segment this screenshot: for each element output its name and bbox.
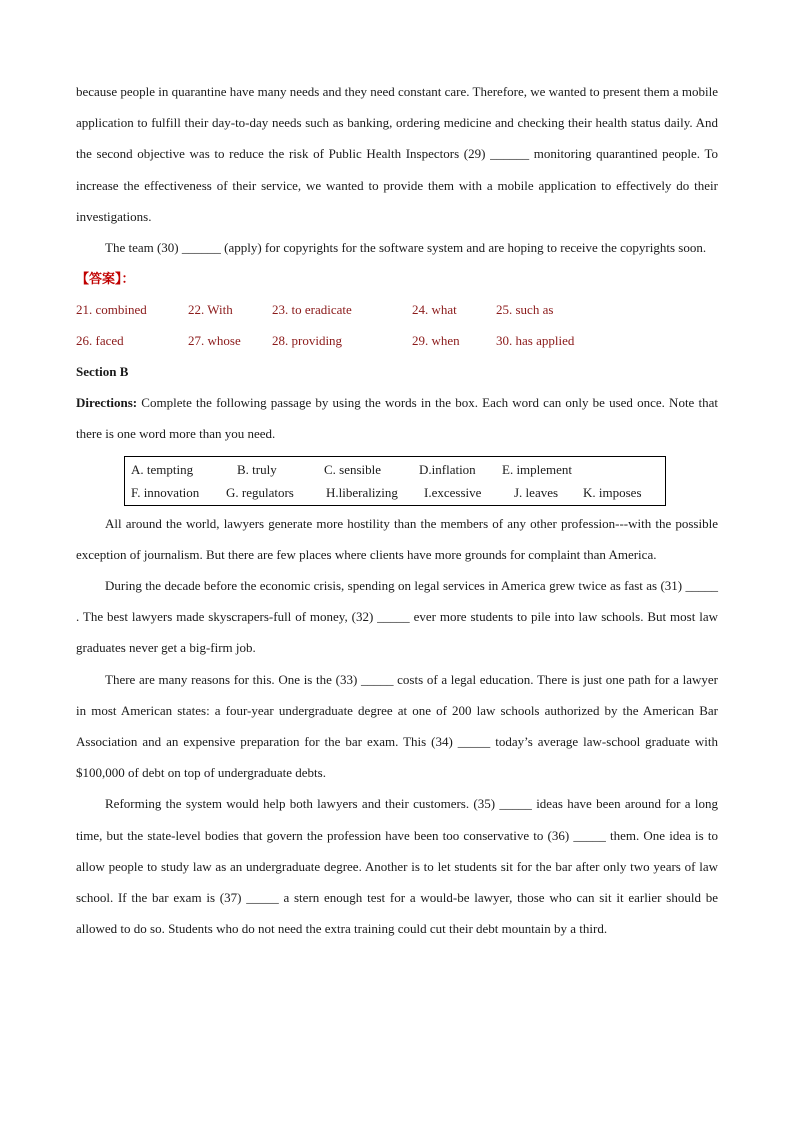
word-option: E. implement	[502, 461, 573, 477]
passage-paragraph-1: All around the world, lawyers generate more hostility than the members of any other profession---with the possible exception of journalism. But there are few places where clients have more grounds for complaint than America.	[76, 515, 718, 562]
answer-item: 21. combined	[76, 302, 147, 318]
word-option: C. sensible	[324, 461, 382, 477]
word-box-row-1	[125, 458, 665, 481]
word-option: A. tempting	[131, 461, 194, 477]
answer-item: 27. whose	[188, 333, 241, 349]
answer-key	[76, 294, 718, 356]
answer-item: 22. With	[188, 302, 233, 318]
answer-row-1	[76, 294, 718, 325]
word-box	[124, 456, 666, 506]
intro-paragraph-1: because people in quarantine have many needs and they need constant care. Therefore, we wanted to present them a mobile application to fulfill their day-to-day needs such as banking, ordering medicine and checking their health status daily. And the second objective was to reduce the risk of Public Health Inspectors (29) ______ monitoring quarantined people. To increase the effectiveness of their service, we wanted to provide them with a mobile application to effectively do their investigations.	[76, 84, 718, 224]
passage-paragraph-3: There are many reasons for this. One is the (33) _____ costs of a legal education. There is just one path for a lawyer in most American states: a four-year undergraduate degree at one of 200 law schools authorized by the American Bar Association and an expensive preparation for the bar exam. This (34) _____ today’s average law-school graduate with $100,000 of debt on top of undergraduate debts.	[76, 671, 718, 781]
answer-label: 【答案】：	[76, 271, 135, 287]
answer-item: 26. faced	[76, 333, 124, 349]
word-option: G. regulators	[226, 484, 294, 500]
directions	[76, 387, 718, 449]
word-option: K. imposes	[583, 484, 642, 500]
passage-paragraph-2: During the decade before the economic crisis, spending on legal services in America grew twice as fast as (31) _____ . The best lawyers made skyscrapers-full of money, (32) _____ ever more students to pile into law schools. But most law graduates never get a big-firm job.	[76, 578, 718, 656]
word-option: B. truly	[237, 461, 277, 477]
answer-item: 28. providing	[272, 333, 343, 349]
answer-item: 23. to eradicate	[272, 302, 352, 318]
document-page	[76, 76, 718, 944]
answer-item: 24. what	[412, 302, 457, 318]
answer-row-2	[76, 325, 718, 356]
directions-label: Directions:	[76, 395, 138, 411]
section-title: Section B	[76, 364, 129, 380]
answer-item: 25. such as	[496, 302, 554, 318]
word-box-row-2	[125, 481, 665, 504]
directions-text: Complete the following passage by using the words in the box. Each word can only be used once. Note that there is one word more than you need.	[76, 395, 718, 442]
intro-paragraph-2: The team (30) ______ (apply) for copyrights for the software system and are hoping to receive the copyrights soon.	[105, 240, 707, 256]
answer-item: 29. when	[412, 333, 460, 349]
passage-paragraph-4: Reforming the system would help both lawyers and their customers. (35) _____ ideas have been around for a long time, but the state-level bodies that govern the profession have been too conservative to (36) _____ them. One idea is to allow people to study law as an undergraduate degree. Another is to let students sit for the bar after only two years of law school. If the bar exam is (37) _____ a stern enough test for a would-be lawyer, those who can sit it earlier should be allowed to do so. Students who do not need the extra training could cut their debt mountain by a third.	[76, 796, 718, 937]
word-option: H.liberalizing	[326, 484, 398, 500]
answer-item: 30. has applied	[496, 333, 575, 349]
word-option: D.inflation	[419, 461, 476, 477]
word-option: J. leaves	[514, 484, 559, 500]
word-option: I.excessive	[424, 484, 482, 500]
word-option: F. innovation	[131, 484, 200, 500]
